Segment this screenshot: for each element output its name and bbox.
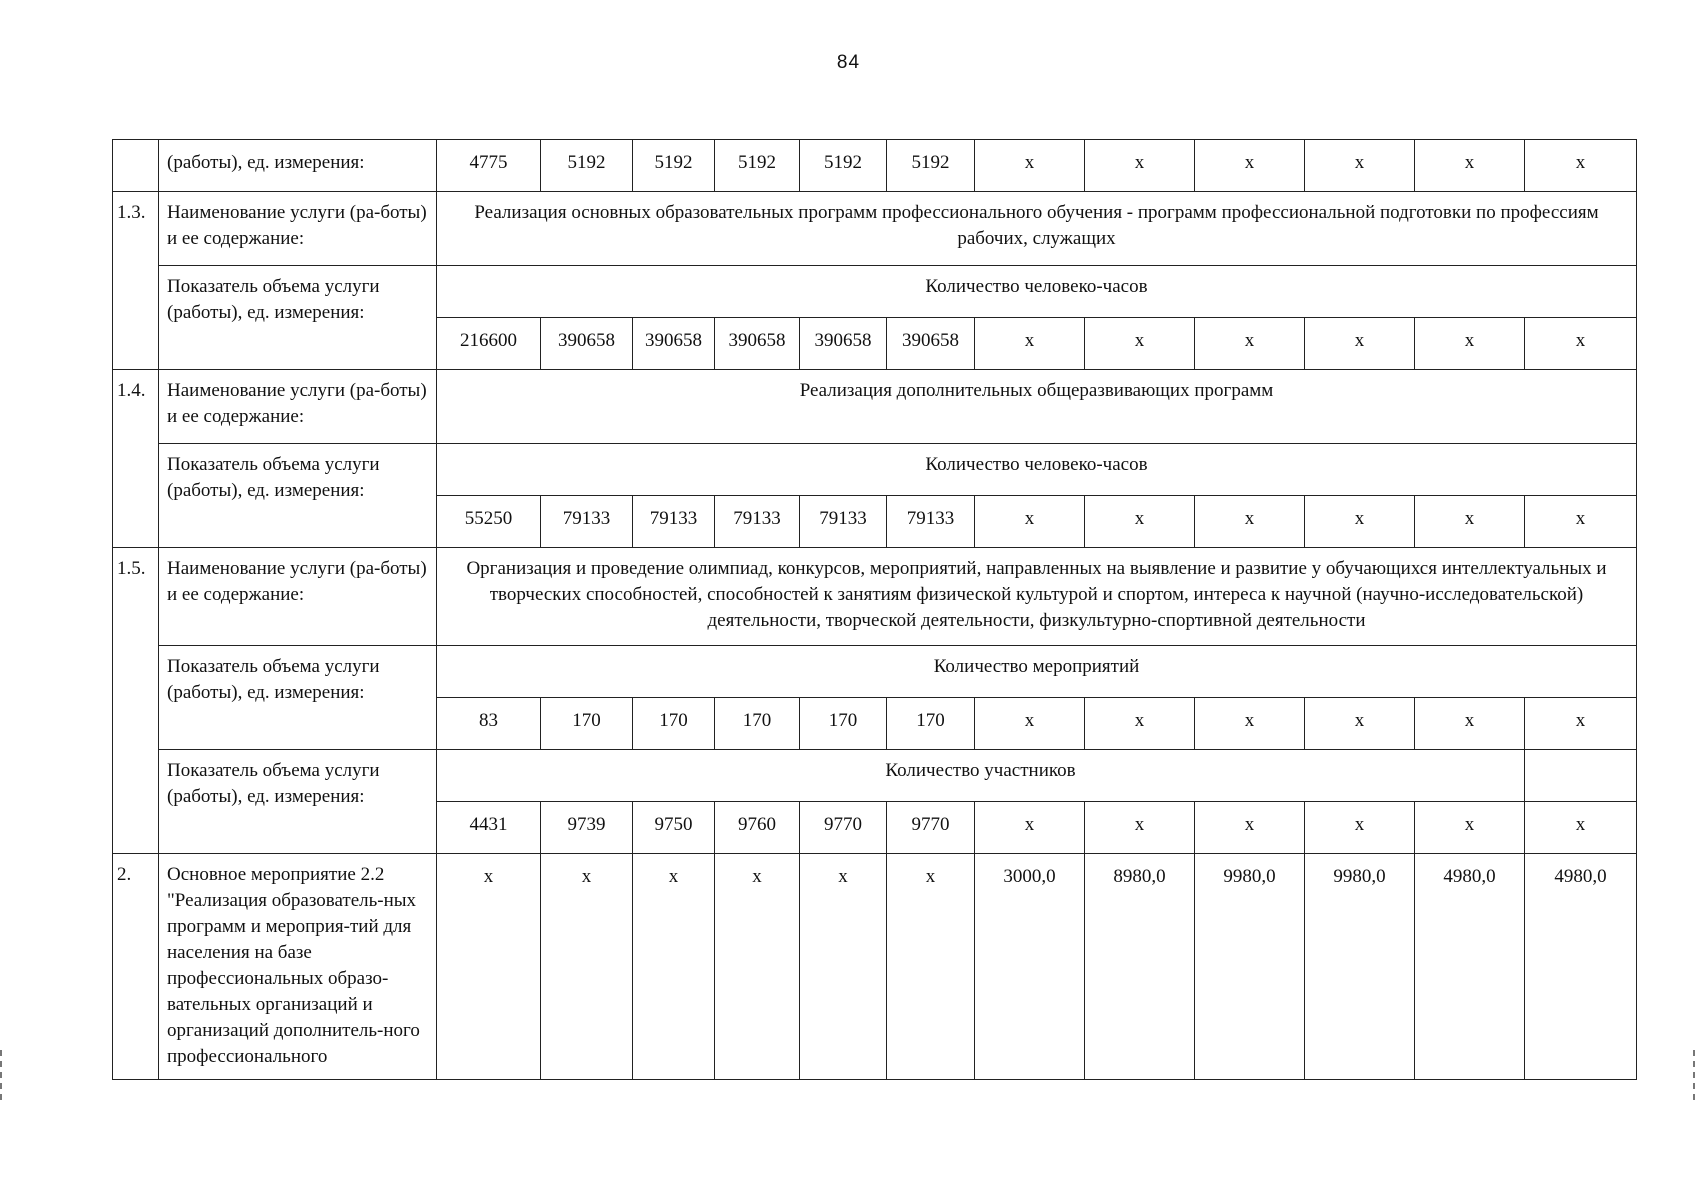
value-cell: 390658 (633, 318, 715, 370)
value-cell: х (800, 854, 887, 1080)
value-cell: х (1085, 802, 1195, 854)
activity-label: Основное мероприятие 2.2 "Реализация образователь-ных программ и мероприя-тий для населения на базе профессиональных образо-вательных организаций и организаций дополнитель-ного профессионального (159, 854, 437, 1080)
value-cell: х (1085, 140, 1195, 192)
value-cell: 390658 (887, 318, 975, 370)
table-row (113, 646, 1637, 698)
indicator-label: Показатель объема услуги (работы), ед. измерения: (159, 444, 437, 548)
value-cell: х (1415, 802, 1525, 854)
value-cell: 9760 (715, 802, 800, 854)
value-cell: 390658 (800, 318, 887, 370)
value-cell: х (1195, 802, 1305, 854)
table-row (113, 192, 1637, 266)
value-cell: х (1195, 496, 1305, 548)
value-cell: х (715, 854, 800, 1080)
value-cell: 5192 (541, 140, 633, 192)
indicator-label: Показатель объема услуги (работы), ед. измерения: (159, 266, 437, 370)
value-cell: х (975, 496, 1085, 548)
value-cell: 3000,0 (975, 854, 1085, 1080)
value-cell: 9770 (800, 802, 887, 854)
value-cell: 4775 (437, 140, 541, 192)
value-cell: х (437, 854, 541, 1080)
value-cell: 8980,0 (1085, 854, 1195, 1080)
scan-edge-mark (0, 1050, 6, 1100)
value-cell: 5192 (800, 140, 887, 192)
value-cell: 170 (715, 698, 800, 750)
service-name-label: Наименование услуги (ра-боты) и ее содержание: (159, 370, 437, 444)
unit-of-measure: Количество участников (437, 750, 1525, 802)
table-row (113, 750, 1637, 802)
value-cell: х (633, 854, 715, 1080)
value-cell: 4431 (437, 802, 541, 854)
value-cell: 5192 (715, 140, 800, 192)
service-name-text: Реализация дополнительных общеразвивающих программ (437, 370, 1637, 444)
indicator-label: Показатель объема услуги (работы), ед. измерения: (159, 646, 437, 750)
unit-of-measure: Количество человеко-часов (437, 444, 1637, 496)
value-cell: х (1195, 140, 1305, 192)
service-name-label: Наименование услуги (ра-боты) и ее содержание: (159, 548, 437, 646)
table-row (113, 444, 1637, 496)
value-cell: 83 (437, 698, 541, 750)
value-cell: 9770 (887, 802, 975, 854)
value-cell: 79133 (887, 496, 975, 548)
row-label: (работы), ед. измерения: (159, 140, 437, 192)
value-cell: 9980,0 (1305, 854, 1415, 1080)
table-row (113, 140, 1637, 192)
value-cell: х (1195, 318, 1305, 370)
value-cell: х (1195, 698, 1305, 750)
value-cell: 5192 (633, 140, 715, 192)
section-index: 1.5. (113, 548, 159, 854)
section-index: 1.3. (113, 192, 159, 370)
value-cell: х (1415, 496, 1525, 548)
value-cell: 9739 (541, 802, 633, 854)
value-cell: 390658 (541, 318, 633, 370)
service-name-text: Организация и проведение олимпиад, конкурсов, мероприятий, направленных на выявление и развитие у обучающихся интеллектуальных и творческих способностей, способностей к занятиям физической культурой и спортом, интереса к научной (научно-исследовательской) деятельности, творческой деятельности, физкультурно-спортивной деятельности (437, 548, 1637, 646)
value-cell: х (1415, 318, 1525, 370)
page-number: 84 (836, 52, 861, 73)
table-row (113, 854, 1637, 1080)
indicator-label: Показатель объема услуги (работы), ед. измерения: (159, 750, 437, 854)
value-cell: 170 (800, 698, 887, 750)
value-cell: 9980,0 (1195, 854, 1305, 1080)
section-index: 2. (113, 854, 159, 1080)
value-cell: х (1085, 496, 1195, 548)
service-name-label: Наименование услуги (ра-боты) и ее содержание: (159, 192, 437, 266)
value-cell: 170 (541, 698, 633, 750)
section-index: 1.4. (113, 370, 159, 548)
value-cell: х (1305, 698, 1415, 750)
value-cell: 79133 (800, 496, 887, 548)
value-cell: х (1525, 698, 1637, 750)
value-cell: 170 (633, 698, 715, 750)
value-cell: х (1305, 318, 1415, 370)
value-cell: х (975, 140, 1085, 192)
value-cell: 4980,0 (1525, 854, 1637, 1080)
value-cell: 55250 (437, 496, 541, 548)
value-cell: х (975, 802, 1085, 854)
value-cell: 79133 (633, 496, 715, 548)
value-cell: х (975, 318, 1085, 370)
value-cell: 79133 (715, 496, 800, 548)
value-cell: 170 (887, 698, 975, 750)
value-cell: х (887, 854, 975, 1080)
unit-of-measure: Количество мероприятий (437, 646, 1637, 698)
value-cell: 4980,0 (1415, 854, 1525, 1080)
value-cell: х (1085, 318, 1195, 370)
index-cell (113, 140, 159, 192)
value-cell: х (1415, 698, 1525, 750)
value-cell: 5192 (887, 140, 975, 192)
value-cell: х (1085, 698, 1195, 750)
value-cell: х (541, 854, 633, 1080)
table-row (113, 548, 1637, 646)
table-row (113, 370, 1637, 444)
unit-of-measure: Количество человеко-часов (437, 266, 1637, 318)
empty-cell (1525, 750, 1637, 802)
value-cell: х (1525, 802, 1637, 854)
value-cell: х (1525, 496, 1637, 548)
value-cell: х (1525, 140, 1637, 192)
value-cell: 79133 (541, 496, 633, 548)
value-cell: 9750 (633, 802, 715, 854)
value-cell: х (975, 698, 1085, 750)
table-row (113, 266, 1637, 318)
program-table (112, 139, 1637, 1080)
value-cell: 390658 (715, 318, 800, 370)
value-cell: х (1305, 496, 1415, 548)
service-name-text: Реализация основных образовательных программ профессионального обучения - программ профессиональной подготовки по профессиям рабочих, служащих (437, 192, 1637, 266)
value-cell: х (1415, 140, 1525, 192)
value-cell: х (1305, 802, 1415, 854)
value-cell: х (1525, 318, 1637, 370)
value-cell: 216600 (437, 318, 541, 370)
value-cell: х (1305, 140, 1415, 192)
scan-edge-mark (1693, 1050, 1697, 1100)
